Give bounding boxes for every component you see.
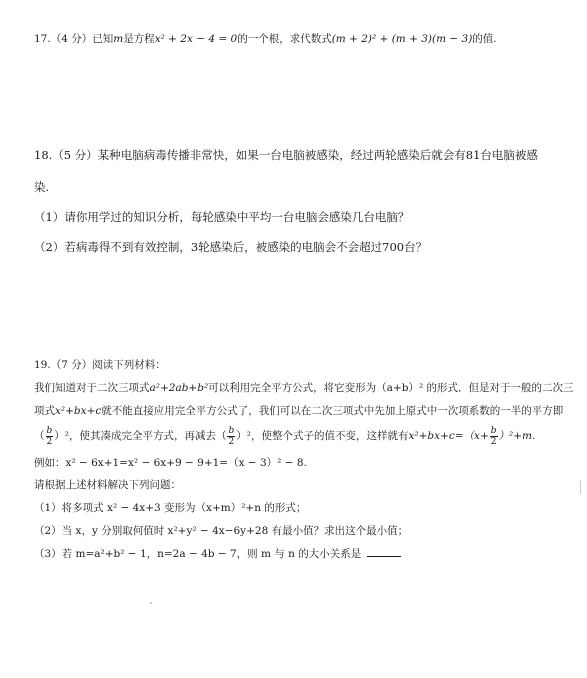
q19-p3d: x²+bx+c=（x+ xyxy=(408,430,489,442)
q19-p3a: （ xyxy=(34,430,45,442)
frac-num: b xyxy=(46,425,53,436)
q19-p3c: ）²，使整个式子的值不变，这样就有 xyxy=(236,430,409,442)
frac-num: b xyxy=(490,425,497,436)
scan-edge-mark xyxy=(580,480,581,494)
q19-p2c: 就不能直接应用完全平方公式了，我们可以在二次三项式中先加上原式中一次项系数的一半的平方即 xyxy=(101,405,564,417)
scan-speck xyxy=(150,602,152,604)
fraction-b-over-2 xyxy=(227,426,235,447)
q17-equation: x² + 2x − 4 = 0 xyxy=(154,33,238,45)
q17-mid1: 是方程 xyxy=(123,33,155,45)
q19-instruction: 请根据上述材料解决下列问题： xyxy=(34,479,181,491)
q18-line1: 18.（5 分）某种电脑病毒传播非常快，如果一台电脑被感染，经过两轮感染后就会有81台电脑被感 xyxy=(34,148,538,162)
frac-num: b xyxy=(228,425,235,436)
q19-p3e: ）²+m. xyxy=(498,430,536,442)
q19-p2a: 项式 xyxy=(34,405,55,417)
frac-den: 2 xyxy=(46,436,53,447)
q19-p1b: a²+2ab+b² xyxy=(149,382,209,394)
q19-p3b: ）²，使其凑成完全平方式，再减去（ xyxy=(54,430,227,442)
q19-para2 xyxy=(34,404,563,418)
q17-prefix: 17.（4 分）已知 xyxy=(34,33,114,45)
q19-part3: （3）若 m=a²+b² − 1，n=2a − 4b − 7，则 m 与 n 的大小关系是 xyxy=(34,548,362,560)
q19-part3-line xyxy=(34,546,401,561)
q19-para1 xyxy=(34,381,574,395)
q17-line xyxy=(34,32,497,46)
q19-p1c: 可以利用完全平方公式，将它变形为（a+b）² 的形式．但是对于一般的二次三 xyxy=(208,382,574,394)
q19-p2b: x²+bx+c xyxy=(55,405,102,417)
q17-mid2: 的一个根，求代数式 xyxy=(237,33,332,45)
q18-part2: （2）若病毒得不到有效控制，3轮感染后，被感染的电脑会不会超过700台？ xyxy=(34,240,428,254)
q19-p1a: 我们知道对于二次三项式 xyxy=(34,382,150,394)
q19-para3 xyxy=(34,425,535,447)
frac-den: 2 xyxy=(490,436,497,447)
answer-blank[interactable] xyxy=(367,546,401,557)
q19-header: 19.（7 分）阅读下列材料： xyxy=(34,359,166,371)
q19-part1: （1）将多项式 x² − 4x+3 变形为（x+m）²+n 的形式； xyxy=(34,502,307,514)
q18-line2: 染. xyxy=(34,180,50,194)
frac-den: 2 xyxy=(228,436,235,447)
q18-part1: （1）请你用学过的知识分析，每轮感染中平均一台电脑会感染几台电脑？ xyxy=(34,210,410,224)
q17-suffix: 的值. xyxy=(472,33,497,45)
q19-part2: （2）当 x，y 分别取何值时 x²+y² − 4x−6y+28 有最小值？求出这个最小值； xyxy=(34,525,409,537)
fraction-b-over-2 xyxy=(490,426,498,447)
q19-example: 例如：x² − 6x+1=x² − 6x+9 − 9+1=（x − 3）² − 8. xyxy=(34,457,307,469)
q17-expression: (m + 2)² + (m + 3)(m − 3) xyxy=(331,33,473,45)
q17-var-m: m xyxy=(113,33,124,45)
fraction-b-over-2 xyxy=(46,426,54,447)
